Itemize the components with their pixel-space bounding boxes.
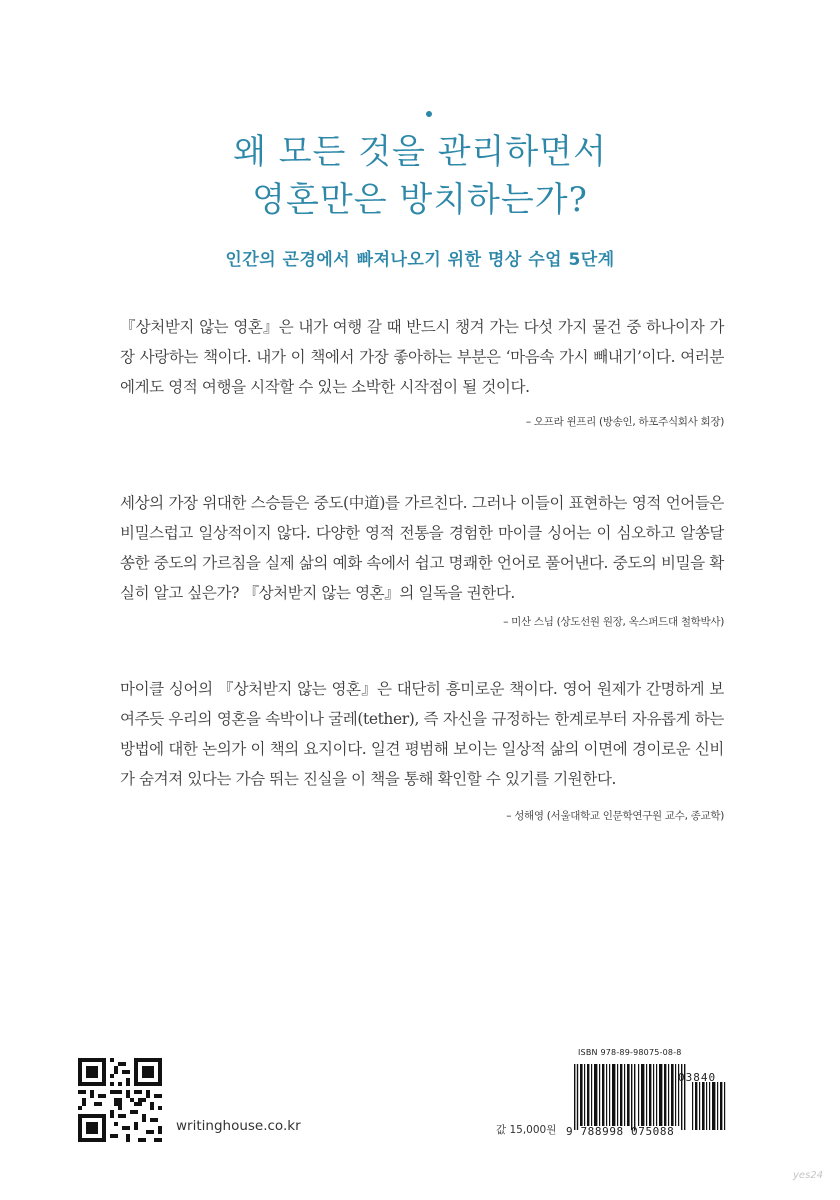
- qr-code[interactable]: [78, 1058, 162, 1142]
- decorative-dot: [426, 111, 432, 117]
- endorsement-attribution-1: – 오프라 윈프리 (방송인, 하포주식회사 회장): [525, 416, 724, 428]
- endorsement-attribution-2: – 미산 스님 (상도선원 원장, 옥스퍼드대 철학박사): [503, 616, 724, 628]
- price-label: 값 15,000원: [496, 1124, 557, 1136]
- retailer-watermark: yes24: [793, 1170, 824, 1181]
- publisher-website-link[interactable]: writinghouse.co.kr: [176, 1118, 301, 1134]
- isbn-number: ISBN 978-89-98075-08-8: [578, 1048, 682, 1057]
- endorsement-quote-3: 마이클 싱어의 『상처받지 않는 영혼』은 대단히 흥미로운 책이다. 영어 원제가 간명하게 보여주듯 우리의 영혼을 속박이나 굴레(tether), 즉 자신을 규정하는 한계로부터 자유롭게 하는 방법에 대한 논의가 이 책의 요지이다. 일견 평범해 보이는 일상적 삶의 이면에 경이로운 신비가 숨겨져 있다는 가슴 뛰는 진실을 이 책을 통해 확인할 수 있기를 기원한다.: [120, 680, 724, 788]
- endorsement-quote-2: 세상의 가장 위대한 스승들은 중도(中道)를 가르친다. 그러나 이들이 표현하는 영적 언어들은 비밀스럽고 일상적이지 않다. 다양한 영적 전통을 경험한 마이클 싱어는 이 심오하고 알쏭달쏭한 중도의 가르침을 실제 삶의 예화 속에서 쉽고 명쾌한 언어로 풀어낸다. 중도의 비밀을 확실히 알고 싶은가? 『상처받지 않는 영혼』의 일독을 권한다.: [120, 494, 724, 602]
- barcode-digits: 9 788998 075088: [566, 1125, 675, 1138]
- headline-line-1: 왜 모든 것을 관리하면서: [233, 132, 607, 172]
- headline-line-2: 영혼만은 방치하는가?: [252, 180, 588, 220]
- endorsement-attribution-3: – 성해영 (서울대학교 인문학연구원 교수, 종교학): [506, 810, 724, 822]
- subtitle: 인간의 곤경에서 빠져나오기 위한 명상 수업 5단계: [225, 250, 615, 270]
- barcode-add-on-code: 03840: [678, 1071, 717, 1084]
- endorsement-quote-1: 『상처받지 않는 영혼』은 내가 여행 갈 때 반드시 챙겨 가는 다섯 가지 물건 중 하나이자 가장 사랑하는 책이다. 내가 이 책에서 가장 좋아하는 부분은 ‘마음속 가시 빼내기’이다. 여러분에게도 영적 여행을 시작할 수 있는 소박한 시작점이 될 것이다.: [120, 318, 724, 396]
